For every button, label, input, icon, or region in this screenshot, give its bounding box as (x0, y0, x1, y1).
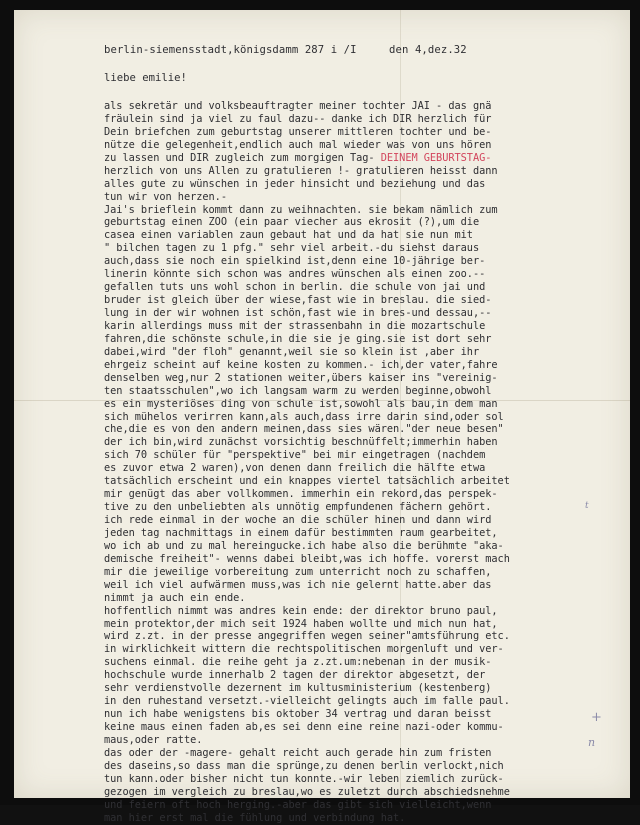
letter-line: als sekretär und volksbeauftragter meiner tochter JAI - das gnä (104, 100, 492, 112)
letter-line: hochschule wurde innerhalb 2 tagen der direktor abgesetzt, der (104, 669, 486, 682)
letter-line: auch,dass sie noch ein spielkind ist,denn eine 10-jährige ber- (104, 255, 486, 268)
letter-line: nütze die gelegenheit,endlich auch mal wieder was von uns hören (104, 138, 492, 151)
letter-line: in wirklichkeit wittern die rechtspolitischen morgenluft und ver- (104, 643, 504, 656)
letter-line: mir die jeweilige vorbereitung zum unterricht noch zu schaffen, (104, 565, 492, 578)
margin-note: t (585, 501, 589, 511)
letter-line: fahren,die schönste schule,in die sie je ging.sie ist dort sehr (104, 332, 492, 345)
letter-line: alles gute zu wünschen in jeder hinsicht und beziehung und das (104, 177, 486, 190)
letter-line: karin allerdings muss mit der strassenbahn in die mozartschule (104, 319, 486, 332)
letter-line: denselben weg,nur 2 stationen weiter,übers kaiser ins "vereinig- (104, 371, 498, 384)
letter-line: mir genügt das aber vollkommen. immerhin ein rekord,das perspek- (104, 488, 498, 501)
letter-line: che,die es von den andern meinen,dass sies wären."der neue besen" (104, 423, 504, 436)
letter-line: geburtstag einen ZOO (ein paar viecher aus ekrosit (?),um die (104, 216, 480, 229)
letter-line: sich 70 schüler für "perspektive" bei mir eingetragen (nachdem (104, 449, 486, 462)
letter-line: demische freiheit"- wenns dabei bleibt,was ich hoffe. vorerst mach (104, 552, 510, 565)
letter-line: jeden tag nachmittags in einem dafür bestimmten raum gearbeitet, (104, 526, 498, 539)
letter-body (104, 100, 604, 825)
letter-line: dabei,wird "der floh" genannt,weil sie so klein ist ,aber ihr (104, 345, 480, 358)
letter-line: fräulein sind ja viel zu faul dazu-- danke ich DIR herzlich für (104, 112, 492, 125)
letter-line: tun kann.oder bisher nicht tun konnte.-wir leben ziemlich zurück- (104, 772, 504, 785)
letter-line (104, 152, 604, 165)
letter-line: herzlich von uns Allen zu gratulieren !- gratulieren heisst dann (104, 164, 498, 177)
letter-line: das oder der -magere- gehalt reicht auch gerade hin zum fristen (104, 746, 492, 759)
letter-line: hoffentlich nimmt was andres kein ende: der direktor bruno paul, (104, 604, 498, 617)
letter-line: gezogen im vergleich zu breslau,wo es zuletzt durch abschiedsnehme (104, 785, 510, 798)
letter-line: wo ich ab und zu mal hereingucke.ich habe also die berühmte "aka- (104, 539, 504, 552)
red-typed-fragment: DEINEM GEBURTSTAG- (380, 151, 492, 164)
letter-line: der ich bin,wird zunächst vorsichtig beschnüffelt;immerhin haben (104, 436, 498, 449)
letter-line: ich rede einmal in der woche an die schüler hinen und dann wird (104, 514, 492, 526)
letter-line: tatsächlich erscheint und ein knappes viertel tatsächlich arbeitet (104, 475, 510, 488)
letter-line: lung in der wir wohnen ist schön,fast wie in bres-und dessau,-- (104, 307, 492, 319)
letter-line: ten staatsschulen",wo ich langsam warm zu werden beginne,obwohl (104, 384, 492, 397)
letter-line: in den ruhestand versetzt.-vielleicht gelingts auch im falle paul. (104, 695, 510, 708)
letter-line: es zuvor etwa 2 waren),von denen dann freilich die hälfte etwa (104, 462, 486, 475)
letter-line: gefallen tuts uns wohl schon in berlin. die schule von jai und (104, 281, 486, 294)
letter-line: man hier erst mal die fühlung und verbindung hat. (104, 811, 406, 824)
letter-line: suchens einmal. die reihe geht ja z.zt.um:nebenan in der musik- (104, 656, 492, 669)
letter-line-text: zu lassen und DIR zugleich zum morgigen Tag- (104, 151, 381, 164)
letter-line: nimmt ja auch ein ende. (104, 591, 246, 604)
letter-line: wird z.zt. in der presse angegriffen wegen seiner"amtsführung etc. (104, 630, 510, 643)
letter-line: tun wir von herzen.- (104, 190, 227, 203)
letter-line: ehrgeiz scheint auf keine kosten zu kommen.- ich,der vater,fahre (104, 358, 498, 371)
letter-line: mein protektor,der mich seit 1924 haben wollte und mich nun hat, (104, 617, 498, 630)
letter-line: Dein briefchen zum geburtstag unserer mittleren tochter und be- (104, 125, 492, 138)
letter-greeting: liebe emilie! (104, 72, 187, 84)
letter-line: linerin könnte sich schon was andres wünschen als einen zoo.-- (104, 268, 486, 281)
letter-line: nun ich habe wenigstens bis oktober 34 vertrag und daran beisst (104, 708, 492, 721)
letter-line: und feiern oft hoch herging.-aber das gibt sich vielleicht,wenn (104, 798, 492, 811)
letter-line: es ein mysteriöses ding von schule ist,sowohl als bau,in dem man (104, 397, 498, 410)
letter-line: sich mühelos verirren kann,als auch,dass irre darin sind,oder sol (104, 410, 504, 423)
letter-line: sehr verdienstvolle dezernent im kultusministerium (kestenberg) (104, 682, 492, 695)
margin-note: + (591, 710, 602, 725)
margin-note: n (588, 736, 596, 749)
letter-line: casea einen variablen zaun gebaut hat und da hat sie nun mit (104, 229, 473, 242)
letter-line: weil ich viel aufwärmen muss,was ich nie gelernt hatte.aber das (104, 578, 492, 591)
letter-line: keine maus einen faden ab,es sei denn eine reine nazi-oder kommu- (104, 721, 504, 733)
letter-header: berlin-siemensstadt,königsdamm 287 i /I den 4,dez.32 (104, 44, 467, 56)
letter-line: des daseins,so dass man die sprünge,zu denen berlin verlockt,nich (104, 759, 504, 772)
letter-line: bruder ist gleich über der wiese,fast wie in breslau. die sied- (104, 294, 492, 307)
letter-line: maus,oder ratte. (104, 733, 203, 746)
letter-line: tive zu den unbeliebten als unnötig empfundenen fächern gehört. (104, 501, 492, 514)
letter-line: " bilchen tagen zu 1 pfg." sehr viel arbeit.-du siehst daraus (104, 242, 480, 255)
letter-line: Jai's brieflein kommt dann zu weihnachten. sie bekam nämlich zum (104, 203, 498, 216)
